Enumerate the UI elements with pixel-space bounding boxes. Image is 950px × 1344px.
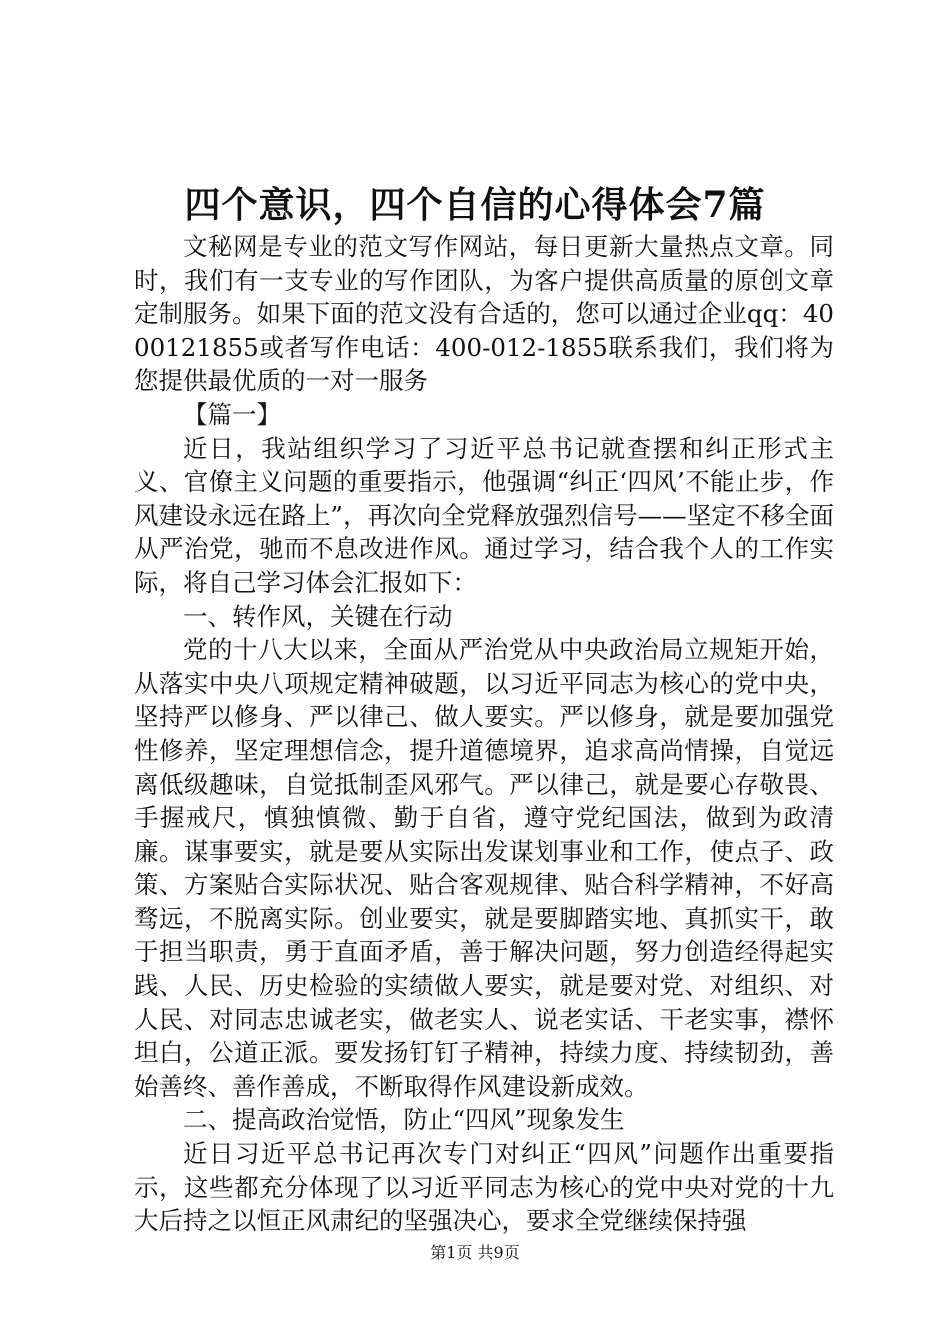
body-paragraph: 近日，我站组织学习了习近平总书记就查摆和纠正形式主义、官僚主义问题的重要指示，他强调“纠正‘四风’不能止步，作风建设永远在路上”，再次向全党释放强烈信号——坚定不移全面从严治党，驰而不息改进作风。通过学习，结合我个人的工作实际，将自己学习体会汇报如下：	[134, 433, 834, 597]
document-title: 四个意识，四个自信的心得体会7篇	[184, 184, 766, 226]
intro-paragraph: 文秘网是专业的范文写作网站，每日更新大量热点文章。同时，我们有一支专业的写作团队，为客户提供高质量的原创文章定制服务。如果下面的范文没有合适的，您可以通过企业qq：4000121855或者写作电话：400-012-1855联系我们，我们将为您提供最优质的一对一服务	[134, 232, 834, 396]
body-paragraph: 党的十八大以来，全面从严治党从中央政治局立规矩开始，从落实中央八项规定精神破题，以习近平同志为核心的党中央，坚持严以修身、严以律己、做人要实。严以修身，就是要加强党性修养，坚定理想信念，提升道德境界，追求高尚情操，自觉远离低级趣味，自觉抵制歪风邪气。严以律己，就是要心存敬畏、手握戒尺，慎独慎微、勤于自省，遵守党纪国法，做到为政清廉。谋事要实，就是要从实际出发谋划事业和工作，使点子、政策、方案贴合实际状况、贴合客观规律、贴合科学精神，不好高骛远，不脱离实际。创业要实，就是要脚踏实地、真抓实干，敢于担当职责，勇于直面矛盾，善于解决问题，努力创造经得起实践、人民、历史检验的实绩做人要实，就是要对党、对组织、对人民、对同志忠诚老实，做老实人、说老实话、干老实事，襟怀坦白，公道正派。要发扬钉钉子精神，持续力度、持续韧劲，善始善终、善作善成，不断取得作风建设新成效。	[134, 635, 834, 1101]
section-heading-part-one: 【篇一】	[183, 399, 281, 429]
subheading-one: 一、转作风，关键在行动	[183, 601, 453, 631]
body-paragraph: 近日习近平总书记再次专门对纠正“四风”问题作出重要指示，这些都充分体现了以习近平同志为核心的党中央对党的十九大后持之以恒正风肃纪的坚强决心，要求全党继续保持强	[134, 1139, 834, 1236]
page-footer: 第1页 共9页	[430, 1243, 520, 1262]
subheading-two: 二、提高政治觉悟，防止“四风”现象发生	[183, 1105, 625, 1135]
document-body	[134, 230, 834, 1238]
